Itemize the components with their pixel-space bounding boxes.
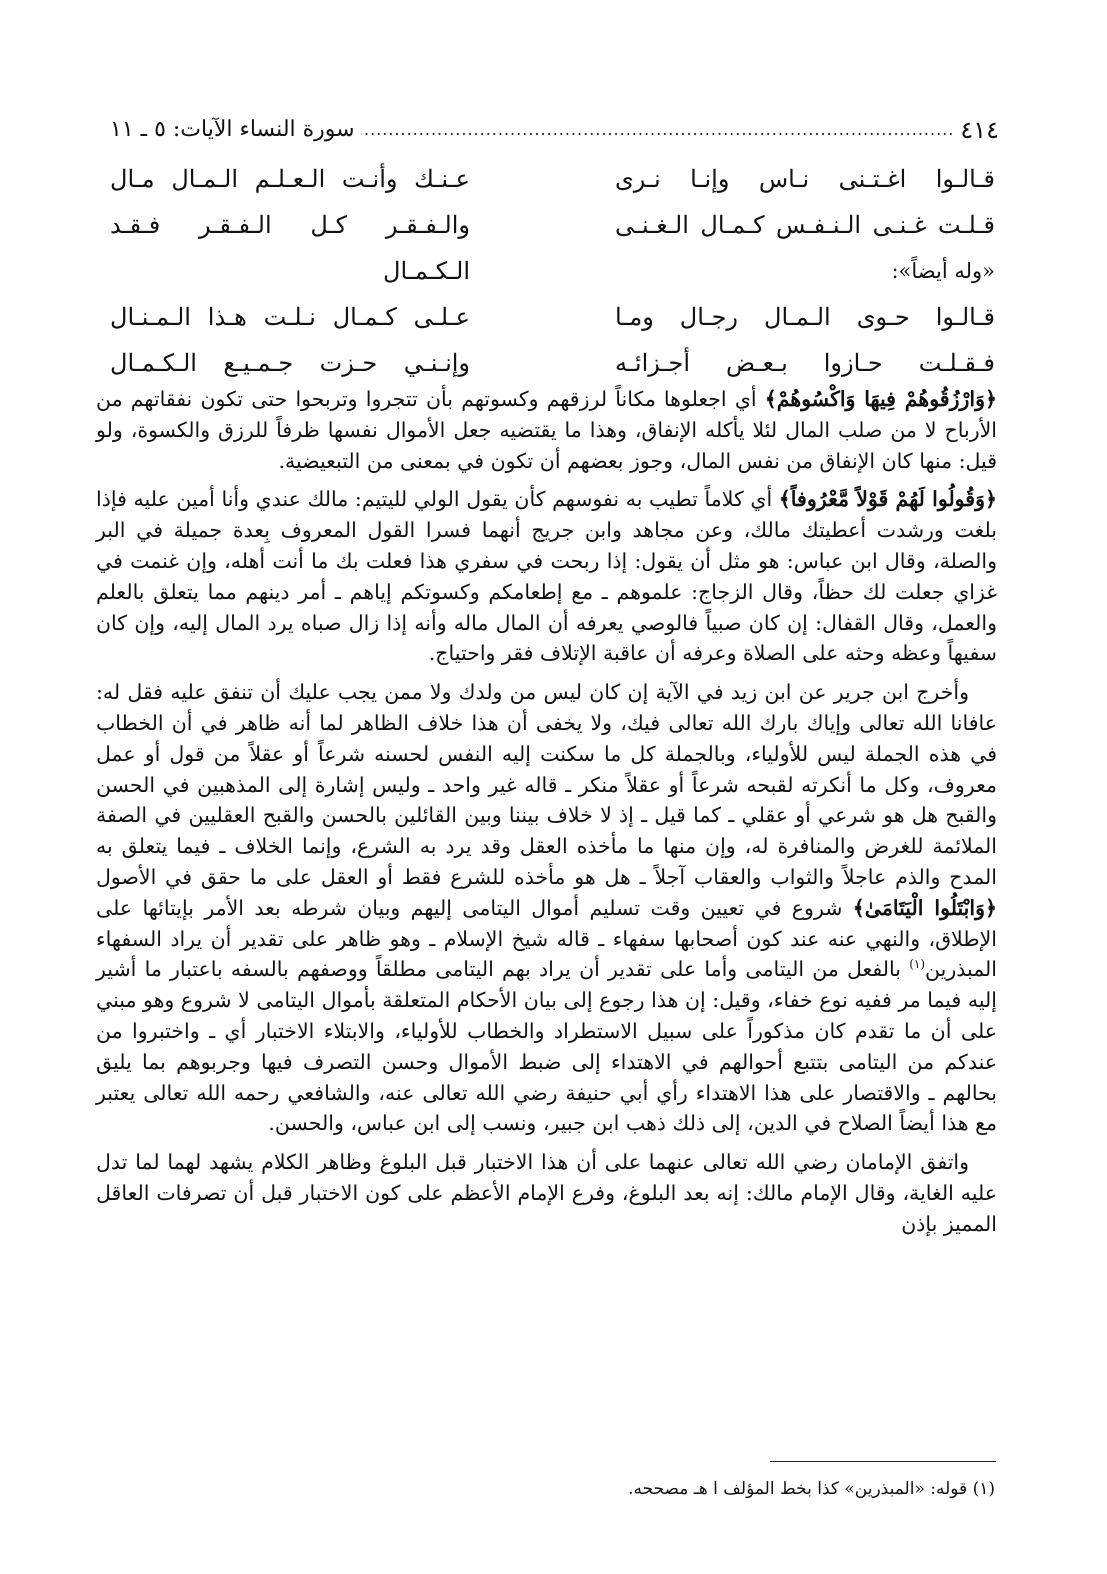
footnote-divider [770,1461,996,1462]
commentary-text [96,384,997,1248]
footnote-marker: (١) [909,957,926,972]
quran-quote: ﴿وَارْزُقُوهُمْ فِيهَا وَاكْسُوهُمْ﴾ [764,387,997,411]
paragraph [96,384,997,476]
paragraph [96,677,997,1139]
footnote: (١) قوله: «المبذرين» كذا بخط المؤلف ا هـ مصححه. [628,1479,995,1499]
verse-hemistich-first: قـلـت غـنـى الـنـفـس كـمـال الـغـنـى [615,211,995,239]
verse-hemistich-second: عـلـى كـمـال نـلـت هـذا الـمـنـال [110,303,470,331]
paragraph [96,1147,997,1239]
paragraph-text: وأخرج ابن جرير عن ابن زيد في الآية إن كان ليس من ولدك ولا ممن يجب عليك أن تنفق عليه فقل له: عافانا الله تعالى وإياك بارك الله تعالى فيك، ولا يخفى أن هذا خلاف الظاهر لما أنه ظاهر في أن الخطاب في هذه الجملة ليس للأولياء، وبالجملة كل ما سكنت إليه النفس لحسنه شرعاً أو عقلاً من قول أو عمل معروف، وكل ما أنكرته لقبحه شرعاً أو عقلاً منكر ـ قاله غير واحد ـ وليس إشارة إلى المذهبين في الحسن والقبح هل هو شرعي أو عقلي ـ كما قيل ـ إذ لا خلاف بيننا وبين القائلين بالحسن والقبح العقليين في الصفة الملائمة للغرض والمنافرة له، وإن منها ما مأخذه العقل وقد يرد به الشرع، وإنما الخلاف ـ فيما يتعلق به المدح والذم عاجلاً والثواب والعقاب آجلاً ـ هل هو مأخذه للشرع فقط أو العقل على ما حقق في الأصول [96,680,997,889]
verse-hemistich-first: قـالـوا اغـتـنى نـاس وإنـا نـرى [615,165,995,193]
verse-hemistich-first: قـالـوا حـوى الـمـال رجـال ومـا [615,303,995,331]
verse-hemistich-second: وإنـنـي حـزت جـمـيـع الـكـمـال [110,349,470,377]
verse-hemistich-second: والـفـقـر كـل الـفـقـر فـقـد الـكـمـال [110,211,470,285]
paragraph-text: أي اجعلوها مكاناً لرزقهم وكسوتهم بأن تتجروا وتربحوا حتى تكون نفقاتهم من الأرباح لا من صلب المال لئلا يأكله الإنفاق، وهذا ما يقتضيه جعل الأموال نفسها ظرفاً للرزق والكسوة، ولو قيل: منها كان الإنفاق من نفس المال، وجوز بعضهم أن تكون في بمعنى من التبعيضية. [96,387,997,473]
verse-hemistich-first: فـقـلـت حـازوا بـعـض أجـزائـه [615,349,995,377]
surah-title: سورة النساء الآيات: ٥ ـ ١١ [110,117,355,142]
page-number: ٤١٤ [960,116,999,144]
poem-intro: «وله أيضاً»: [891,259,995,283]
verse-hemistich-second: عـنـك وأنـت الـعـلـم الـمـال مـال [110,165,470,193]
poetry-block [110,156,995,386]
verse [110,294,995,340]
paragraph-text: أي كلاماً تطيب به نفوسهم كأن يقول الولي لليتيم: مالك عندي وأنا أمين عليه فإذا بلغت ورشدت أعطيتك مالك، وعن مجاهد وابن جريج أنهما فسرا القول المعروف بِعدة جميلة في البر والصلة، وقال ابن عباس: هو مثل أن يقول: إذا ربحت في سفري هذا فعلت بك ما أنت أهله، وإن غنمت في غزاي جعلت لك حظاً، وقال الزجاج: علموهم ـ مع إطعامكم وكسوتكم إياهم ـ أمر دينهم مما يتعلق بالعلم والعمل، وقال القفال: إن كان صبياً فالوصي يعرفه أن المال ماله وأنه إذا زال صباه يرد المال إليه، وإن كان سفيهاً وعظه وحثه على الصلاة وعرفه أن عاقبة الإتلاف فقر واحتياج. [96,487,997,666]
verse [110,340,995,386]
paragraph [96,484,997,669]
quran-quote: ﴿وَقُولُوا لَهُمْ قَوْلاً مَّعْرُوفاً﴾ [778,487,997,512]
paragraph-text: واتفق الإمامان رضي الله تعالى عنهما على أن هذا الاختبار قبل البلوغ وظاهر الكلام يشهد لهما لما تدل عليه الغاية، وقال الإمام مالك: إنه بعد البلوغ، وفرع الإمام الأعظم على كون الاختبار قبل أن تصرفات العاقل المميز بإذن [96,1150,997,1236]
quran-quote: ﴿وَابْتَلُوا الْيَتَامَىٰ﴾ [852,895,997,920]
paragraph-text: شروع في تعيين وقت تسليم أموال اليتامى إليهم وبيان شرطه بعد الأمر بإيتائها على الإطلاق، والنهي عنه عند كون أصحابها سفهاء ـ قاله شيخ الإسلام ـ وهو ظاهر على تقدير أن يراد السفهاء المبذرين [96,895,997,982]
running-header [110,108,999,144]
header-leader-dots [361,116,955,144]
verse [110,156,995,202]
paragraph-text: بالفعل من اليتامى وأما على تقدير أن يراد بهم اليتامى مطلقاً ووصفهم بالسفه باعتبار ما أشير إليه فيما مر ففيه نوع خفاء، وقيل: إن هذا رجوع إلى بيان الأحكام المتعلقة بأموال اليتامى لا شروع وهو مبني على أن ما تقدم كان مذكوراً على سبيل الاستطراد والخطاب للأولياء، والابتلاء الاختبار أي ـ واختبروا من عندكم من اليتامى بتتبع أحوالهم في الاهتداء إلى ضبط الأموال وحسن التصرف فيها وجربوهم بما يليق بحالهم ـ والاقتصار على هذا الاهتداء رأي أبي حنيفة رضي الله تعالى عنه، والشافعي رحمه الله تعالى يعتبر مع هذا أيضاً الصلاح في الدين، إلى ذلك ذهب ابن جبير، ونسب إلى ابن عباس، والحسن. [96,957,997,1136]
